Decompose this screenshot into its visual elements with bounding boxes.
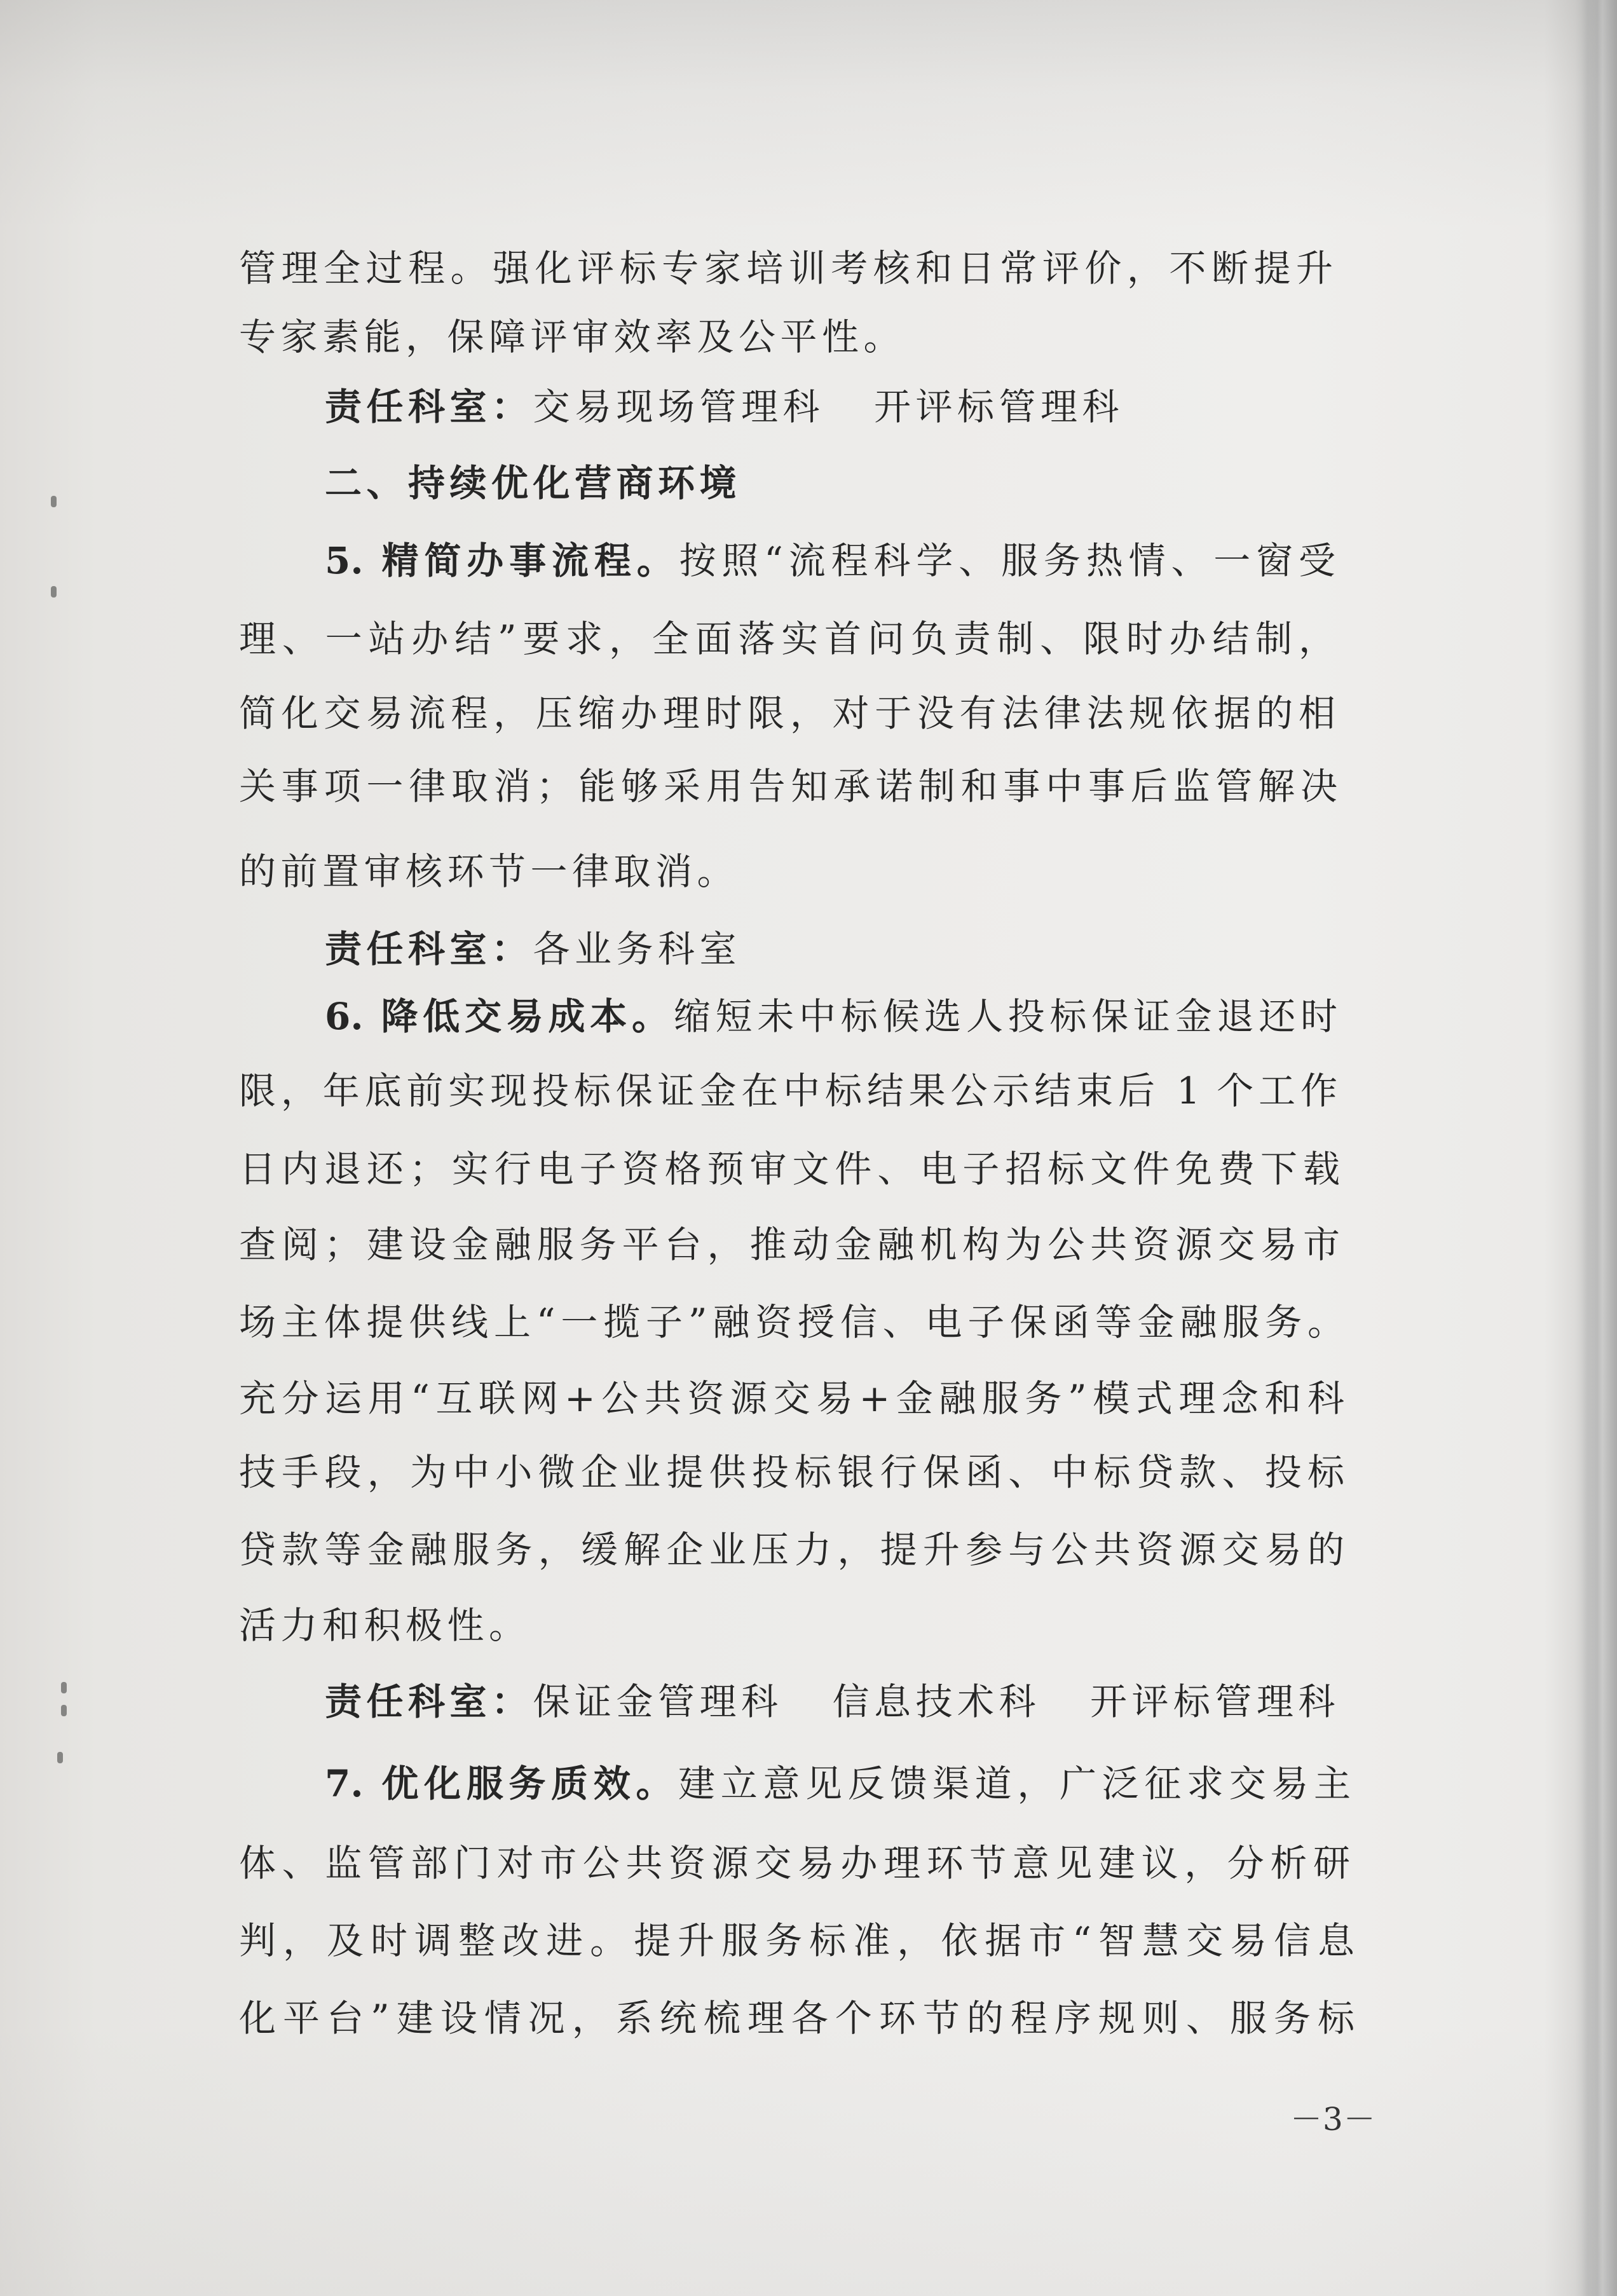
responsible-office-label: 责任科室： [325,1680,533,1723]
responsible-office-name: 交易现场管理科 [533,385,825,428]
item-first-line [325,535,1335,586]
binding-hole-mark [57,1752,63,1763]
responsible-office-name: 信息技术科 [832,1680,1041,1723]
body-text-line: 限，年底前实现投标保证金在中标结果公示结束后 1 个工作 [239,1069,1337,1112]
body-text-line: 化平台”建设情况，系统梳理各个环节的程序规则、服务标 [239,1997,1354,2040]
body-text-line: 判，及时调整改进。提升服务标准，依据市“智慧交易信息 [239,1919,1354,1962]
responsible-office-name: 开评标管理科 [1090,1680,1341,1723]
body-text-line: 日内退还；实行电子资格预审文件、电子招标文件免费下载 [239,1147,1340,1191]
item-title: 6. 降低交易成本。 [325,995,674,1038]
body-text: 按照“流程科学、服务热情、一窗受 [679,539,1335,582]
responsible-office-label: 责任科室： [325,927,533,971]
responsible-office-name: 保证金管理科 [533,1680,783,1723]
body-text-line: 的前置审核环节一律取消。 [239,850,739,893]
responsible-office-line [325,924,741,974]
item-first-line [325,1758,1351,1809]
binding-hole-mark [61,1682,67,1693]
responsible-office-name: 开评标管理科 [874,385,1124,428]
body-text-line: 体、监管部门对市公共资源交易办理环节意见建议，分析研 [239,1842,1350,1885]
body-text: 建立意见反馈渠道，广泛征求交易主 [678,1762,1351,1805]
responsible-office-name: 各业务科室 [533,927,742,971]
body-text-line: 查阅；建设金融服务平台，推动金融机构为公共资源交易市 [239,1223,1340,1266]
body-text-line: 充分运用“互联网+公共资源交易+金融服务”模式理念和科 [239,1377,1344,1420]
body-text-line: 贷款等金融服务，缓解企业压力，提升参与公共资源交易的 [239,1528,1344,1571]
body-text-line: 理、一站办结”要求，全面落实首问负责制、限时办结制， [239,617,1335,660]
responsible-office-line [325,381,1124,432]
page-edge-shadow [1581,0,1617,2296]
body-text-line: 技手段，为中小微企业提供投标银行保函、中标贷款、投标 [239,1451,1344,1494]
body-text-line: 简化交易流程，压缩办理时限，对于没有法律法规依据的相 [239,692,1335,735]
body-text-line: 活力和积极性。 [239,1604,531,1647]
binding-hole-mark [61,1705,67,1716]
responsible-office-line [325,1676,1340,1727]
item-title: 5. 精简办事流程。 [325,539,679,582]
body-text-line: 关事项一律取消；能够采用告知承诺制和事中事后监管解决 [239,765,1337,808]
binding-hole-mark [51,586,57,598]
binding-hole-mark [51,496,57,507]
page-number: －3－ [1290,2101,1376,2138]
responsible-office-label: 责任科室： [325,385,533,428]
body-text: 缩短未中标候选人投标保证金退还时 [673,995,1337,1038]
item-title: 7. 优化服务质效。 [325,1762,679,1805]
body-text-line: 场主体提供线上“一揽子”融资授信、电子保函等金融服务。 [239,1301,1344,1344]
section-heading: 二、持续优化营商环境 [325,461,742,505]
body-text-line: 管理全过程。强化评标专家培训考核和日常评价，不断提升 [239,247,1333,290]
body-text-line: 专家素能，保障评审效率及公平性。 [239,315,906,359]
item-first-line [325,991,1337,1042]
